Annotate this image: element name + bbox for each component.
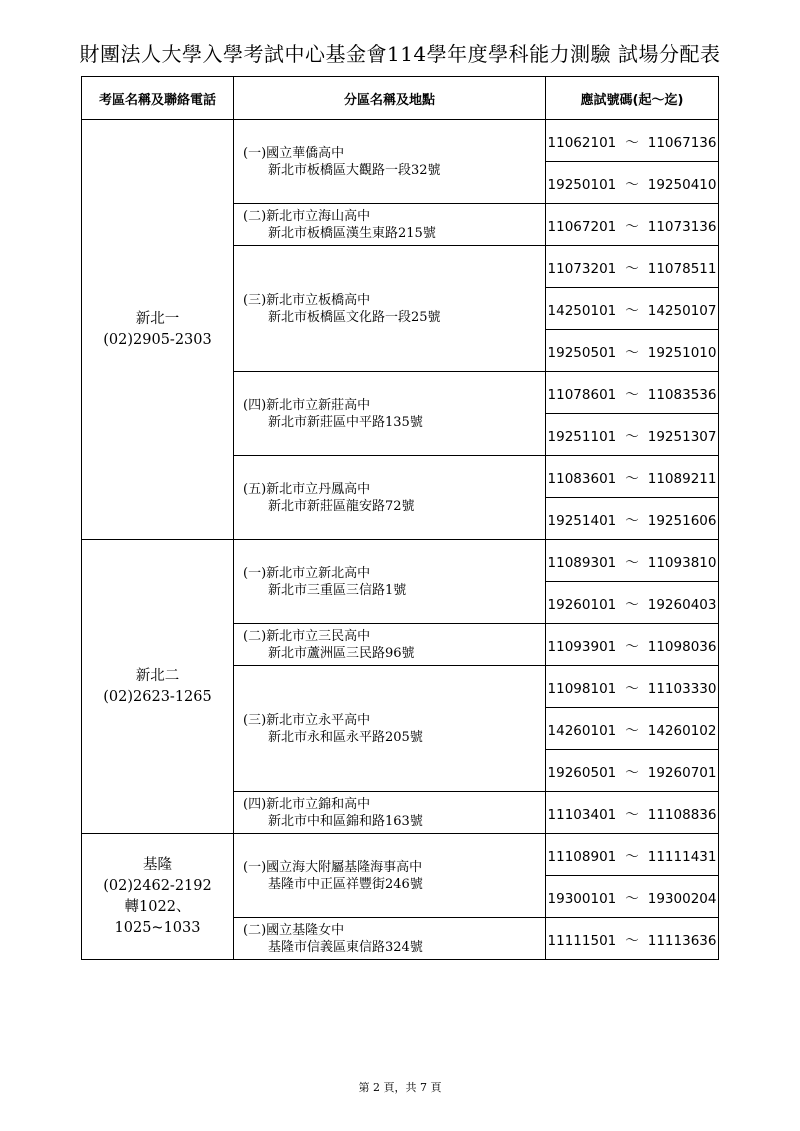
- site-address: 新北市蘆洲區三民路96號: [268, 645, 415, 661]
- site-address: 新北市新莊區中平路135號: [268, 414, 423, 430]
- range-separator: ～: [625, 218, 639, 235]
- range-end: 19260403: [647, 596, 717, 613]
- range-cell: [546, 708, 719, 750]
- range-end: 19251606: [647, 512, 717, 529]
- range-cell: [546, 372, 719, 414]
- range-separator: ～: [625, 176, 639, 193]
- range-start: 11111501: [547, 932, 617, 949]
- range-separator: ～: [625, 554, 639, 571]
- site-name: (三)新北市立永平高中: [243, 712, 371, 728]
- range-separator: ～: [625, 260, 639, 277]
- table-row: [82, 834, 719, 876]
- page-footer: 第 2 頁，共 7 頁: [358, 1081, 442, 1094]
- range-cell: [546, 120, 719, 162]
- range-end: 11111431: [647, 848, 717, 865]
- site-name: (四)新北市立新莊高中: [243, 397, 371, 413]
- header-range: 應試號碼(起～迄): [546, 77, 719, 120]
- site-cell: [234, 540, 546, 624]
- range-start: 11093901: [547, 638, 617, 655]
- range-start: 11078601: [547, 386, 617, 403]
- range-start: 11108901: [547, 848, 617, 865]
- range-separator: ～: [625, 470, 639, 487]
- header-region: 考區名稱及聯絡電話: [82, 77, 234, 120]
- site-cell: [234, 918, 546, 960]
- range-cell: [546, 876, 719, 918]
- region-cell: [82, 834, 234, 960]
- region-cell: [82, 540, 234, 834]
- range-cell: [546, 834, 719, 876]
- range-end: 14260102: [647, 722, 717, 739]
- range-separator: ～: [625, 764, 639, 781]
- site-address: 新北市三重區三信路1號: [268, 582, 407, 598]
- range-start: 11103401: [547, 806, 617, 823]
- site-cell: [234, 120, 546, 204]
- range-cell: [546, 162, 719, 204]
- range-cell: [546, 330, 719, 372]
- range-start: 11067201: [547, 218, 617, 235]
- range-end: 11093810: [647, 554, 717, 571]
- range-end: 19251010: [647, 344, 717, 361]
- site-name: (二)國立基隆女中: [243, 922, 345, 938]
- range-end: 11067136: [647, 134, 717, 151]
- range-cell: [546, 498, 719, 540]
- site-name: (四)新北市立錦和高中: [243, 796, 371, 812]
- region-cell: [82, 120, 234, 540]
- site-name: (一)新北市立新北高中: [243, 565, 371, 581]
- range-end: 19300204: [647, 890, 717, 907]
- range-cell: [546, 918, 719, 960]
- site-cell: [234, 834, 546, 918]
- region-name: 新北二: [135, 667, 180, 684]
- allocation-table: [81, 76, 719, 960]
- range-start: 14260101: [547, 722, 617, 739]
- range-cell: [546, 582, 719, 624]
- range-separator: ～: [625, 806, 639, 823]
- table-row: [82, 120, 719, 162]
- range-cell: [546, 624, 719, 666]
- site-cell: [234, 624, 546, 666]
- range-separator: ～: [625, 386, 639, 403]
- range-start: 14250101: [547, 302, 617, 319]
- range-start: 19260101: [547, 596, 617, 613]
- range-separator: ～: [625, 512, 639, 529]
- site-cell: [234, 246, 546, 372]
- range-start: 19260501: [547, 764, 617, 781]
- header-site: 分區名稱及地點: [234, 77, 546, 120]
- range-cell: [546, 792, 719, 834]
- range-separator: ～: [625, 638, 639, 655]
- range-end: 11108836: [647, 806, 717, 823]
- site-name: (一)國立華僑高中: [243, 145, 345, 161]
- range-start: 19251101: [547, 428, 617, 445]
- range-separator: ～: [625, 932, 639, 949]
- range-cell: [546, 540, 719, 582]
- range-start: 19250101: [547, 176, 617, 193]
- site-address: 新北市板橋區大觀路一段32號: [268, 162, 441, 178]
- region-phone: (02)2905-2303: [103, 331, 212, 348]
- range-end: 11103330: [647, 680, 717, 697]
- range-separator: ～: [625, 344, 639, 361]
- site-name: (一)國立海大附屬基隆海事高中: [243, 859, 423, 875]
- range-cell: [546, 414, 719, 456]
- range-start: 11062101: [547, 134, 617, 151]
- range-cell: [546, 666, 719, 708]
- site-address: 新北市中和區錦和路163號: [268, 813, 423, 829]
- range-end: 19251307: [647, 428, 717, 445]
- site-address: 基隆市信義區東信路324號: [268, 939, 423, 955]
- site-address: 基隆市中正區祥豐街246號: [268, 876, 423, 892]
- range-separator: ～: [625, 680, 639, 697]
- range-end: 11073136: [647, 218, 717, 235]
- range-separator: ～: [625, 890, 639, 907]
- site-name: (三)新北市立板橋高中: [243, 292, 371, 308]
- page-title: 財團法人大學入學考試中心基金會114學年度學科能力測驗 試場分配表: [79, 42, 721, 66]
- range-separator: ～: [625, 302, 639, 319]
- range-separator: ～: [625, 428, 639, 445]
- range-separator: ～: [625, 848, 639, 865]
- range-start: 11083601: [547, 470, 617, 487]
- range-end: 19260701: [647, 764, 717, 781]
- site-name: (五)新北市立丹鳳高中: [243, 481, 371, 497]
- table-body: [82, 120, 719, 960]
- header-row: [82, 77, 719, 120]
- range-end: 19250410: [647, 176, 717, 193]
- site-cell: [234, 666, 546, 792]
- range-separator: ～: [625, 596, 639, 613]
- range-start: 19251401: [547, 512, 617, 529]
- range-cell: [546, 204, 719, 246]
- site-address: 新北市板橋區文化路一段25號: [268, 309, 441, 325]
- range-end: 11113636: [647, 932, 717, 949]
- site-address: 新北市永和區永平路205號: [268, 729, 423, 745]
- region-phone: (02)2623-1265: [103, 688, 212, 705]
- site-cell: [234, 456, 546, 540]
- site-name: (二)新北市立海山高中: [243, 208, 371, 224]
- site-address: 新北市新莊區龍安路72號: [268, 498, 415, 514]
- region-name: 基隆: [143, 856, 172, 873]
- range-start: 11089301: [547, 554, 617, 571]
- site-name: (二)新北市立三民高中: [243, 628, 371, 644]
- region-extension: 轉1022、1025~1033: [114, 898, 201, 936]
- range-start: 11098101: [547, 680, 617, 697]
- site-cell: [234, 792, 546, 834]
- range-end: 11083536: [647, 386, 717, 403]
- range-separator: ～: [625, 134, 639, 151]
- site-address: 新北市板橋區漢生東路215號: [268, 225, 436, 241]
- range-start: 19250501: [547, 344, 617, 361]
- site-cell: [234, 204, 546, 246]
- site-cell: [234, 372, 546, 456]
- range-start: 19300101: [547, 890, 617, 907]
- range-cell: [546, 750, 719, 792]
- range-cell: [546, 288, 719, 330]
- range-end: 11089211: [647, 470, 717, 487]
- range-cell: [546, 456, 719, 498]
- region-name: 新北一: [135, 310, 180, 327]
- region-phone: (02)2462-2192: [103, 877, 212, 894]
- range-start: 11073201: [547, 260, 617, 277]
- range-end: 14250107: [647, 302, 717, 319]
- table-row: [82, 540, 719, 582]
- range-cell: [546, 246, 719, 288]
- range-separator: ～: [625, 722, 639, 739]
- range-end: 11078511: [647, 260, 717, 277]
- range-end: 11098036: [647, 638, 717, 655]
